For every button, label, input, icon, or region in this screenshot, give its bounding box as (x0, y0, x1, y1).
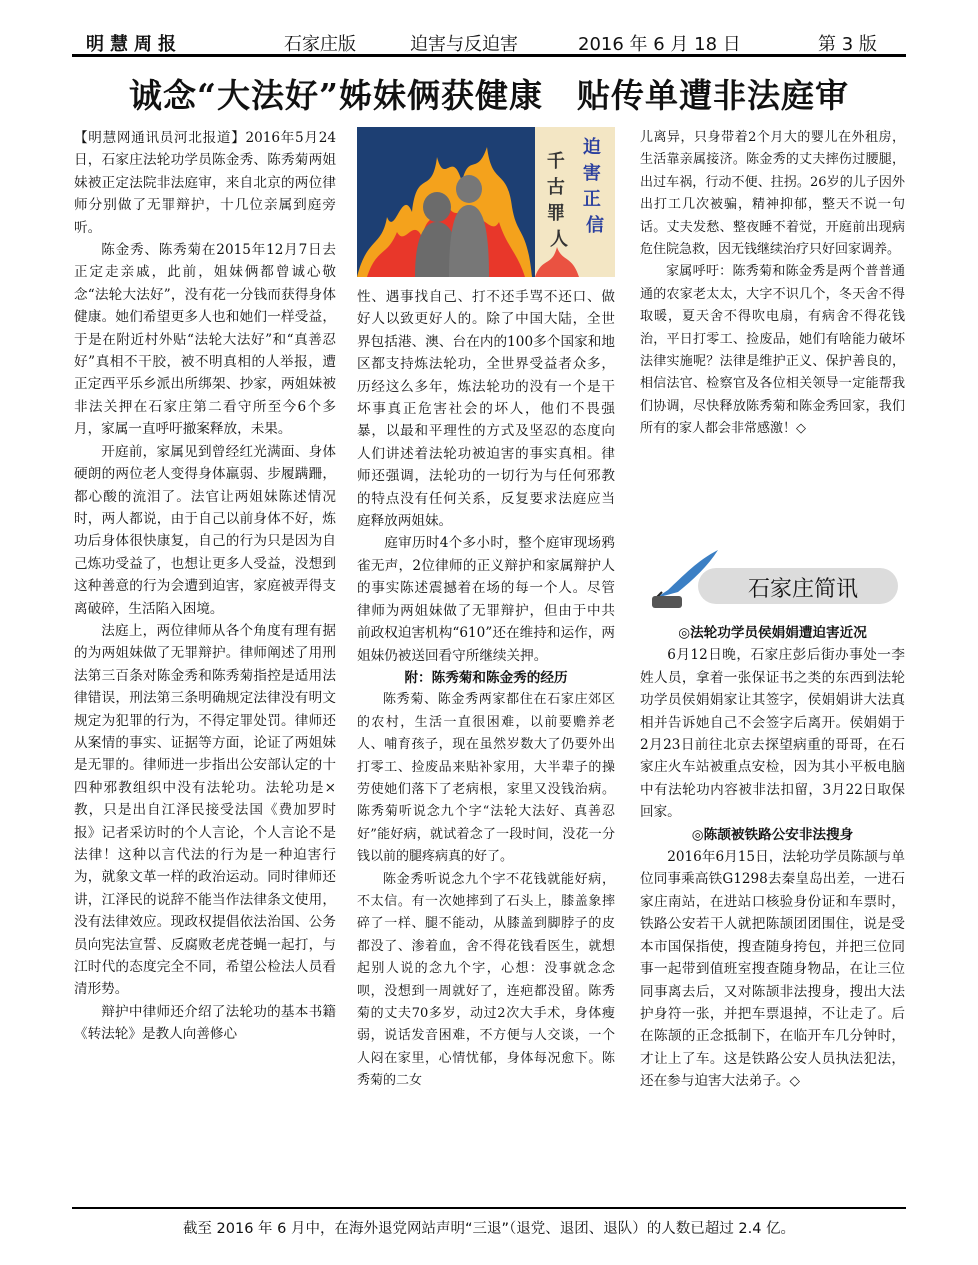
appendix-paragraph: 家属呼吁：陈秀菊和陈金秀是两个普普通通的农家老太太，大字不识几个，冬天舍不得取暖，夏天舍不得吹电扇，有病舍不得花钱治，平日打零工、捡废品，她们有啥能力破坏法律实施呢？法律是维护正义、保护善良的，相信法官、检察官及各位相关领导一定能帮我们协调，尽快释放陈秀菊和陈金秀回家，我们所有的家人都会非常感激！◇ (640, 264, 905, 437)
brief-body: 2016年6月15日，法轮功学员陈颉与单位同事乘高铁G1298去秦皇岛出差，一进石家庄南站，在进站口核验身份证和车票时，铁路公安若干人就把陈颉团团围住，说是受本市国保指使，搜查随身挎包，并把三位同事一起带到值班室搜查随身物品，在让三位同事离去后，又对陈颉非法搜身，搜出大法护身符一张，并把车票退掉，不让走了。后在陈颉的正念抵制下，在临开车几分钟时，才让上了车。这是铁路公安人员执法犯法，还在参与迫害大法弟子。◇ (640, 849, 905, 1090)
caption-char: 迫 (582, 137, 601, 158)
article-column-2 (357, 286, 615, 1093)
caption-char: 害 (582, 163, 601, 184)
article-paragraph: 性、遇事找自己、打不还手骂不还口、做好人以致更好人的。除了中国大陆，全世界包括港、澳、台在内的100多个国家和地区都支持炼法轮功，全世界受益者众多，历经这么多年，炼法轮功的没有一个是干坏事真正危害社会的坏人，他们不畏强暴，以最和平理性的方式及坚忍的态度向人们讲述着法轮功被迫害的事实真相。律师还强调，法轮功的一切行为与任何邪教的特点没有任何关系，反复要求法庭应当庭释放两姐妹。 (357, 289, 615, 530)
article-paragraph: 陈金秀、陈秀菊在2015年12月7日去正定走亲戚，此前，姐妹俩都曾诚心敬念“法轮大法好”，没有花一分钱而获得身体健康。她们希望更多人也和她们一样受益，于是在附近村外贴“法轮大法好”和“真善忍好”真相不干胶，被不明真相的人举报，遭正定西平乐乡派出所绑架、抄家，两姐妹被非法关押在石家庄第二看守所至今6个多月，家属一直呼吁撤案释放，未果。 (74, 242, 336, 438)
briefs-banner-title: 石家庄简讯 (747, 577, 858, 602)
footer-notice: 截至 2016 年 6 月中，在海外退党网站声明“三退”（退党、退团、退队）的人数已超过 2.4 亿。 (182, 1221, 796, 1237)
appendix-paragraph: 陈秀菊、陈金秀两家都住在石家庄郊区的农村，生活一直很困难，以前要赡养老人、哺育孩子，现在虽然岁数大了仍要外出打零工、捡废品来贴补家用，大半辈子的操劳使她们落下了老病根，家里又没钱治病。陈秀菊听说念九个字“法轮大法好、真善忍好”能好病，就试着念了一段时间，没花一分钱以前的腿疼病真的好了。 (357, 692, 615, 865)
article-paragraph: 辩护中律师还介绍了法轮功的基本书籍《转法轮》是教人向善修心 (74, 1003, 336, 1043)
caption-char: 古 (546, 177, 565, 198)
page-header (72, 28, 906, 57)
caption-char: 罪 (546, 203, 565, 224)
brief-title: ◎陈颉被铁路公安非法搜身 (691, 826, 854, 843)
article-paragraph: 【明慧网通讯员河北报道】2016年5月24日，石家庄法轮功学员陈金秀、陈秀菊两姐妹被正定法院非法庭审，来自北京的两位律师分别做了无罪辩护，十几位亲属到庭旁听。 (74, 130, 336, 236)
article-paragraph: 庭审历时4个多小时，整个庭审现场鸦雀无声，2位律师的正义辩护和家属辩护人的事实陈述震撼着在场的每一个人。尽管律师为两姐妹做了无罪辩护，但由于中共前政权迫害机构“610”还在维持和运作，两姐妹仍被送回看守所继续关押。 (357, 535, 615, 664)
appendix-title: 附：陈秀菊和陈金秀的经历 (404, 669, 568, 686)
footer-divider (72, 1207, 906, 1209)
appendix-paragraph: 陈金秀听说念九个字不花钱就能好病，不太信。有一次她摔到了石头上，膝盖象摔碎了一样、腿不能动，从膝盖到脚脖子的皮都没了、渗着血，舍不得花钱看医生，就想起别人说的念九个字，心想：没事就念念呗，没想到一周就好了，连疤都没留。陈秀菊的丈夫70多岁，动过2次大手术，身体瘦弱，说话发音困难，不方便与人交谈，一个人闷在家里，心情忧郁，身体每况愈下。陈秀菊的二女 (357, 871, 615, 1089)
caption-char: 千 (546, 151, 565, 172)
article-paragraph: 开庭前，家属见到曾经红光满面、身体硬朗的两位老人变得身体羸弱、步履蹒跚，都心酸的流泪了。法官让两姐妹陈述情况时，两人都说，由于自己以前身体不好，炼功后身体很快康复，自己的行为只是因为自己炼功受益了，也想让更多人受益，没想到这种善意的行为会遭到迫害，家庭被弄得支离破碎，生活陷入困境。 (74, 443, 336, 617)
page-number: 第 3 版 (818, 34, 877, 55)
briefs-column (640, 622, 905, 1093)
appendix-paragraph: 儿离异，只身带着2个月大的婴儿在外租房，生活靠亲属接济。陈金秀的丈夫摔伤过腰腿，出过车祸，行动不便、拄拐。26岁的儿子因外出打工几次被骗，精神抑郁，整天不说一句话。丈夫发愁、整夜睡不着觉，开庭前出现病危住院急救，因无钱继续治疗只好回家调养。 (640, 130, 905, 258)
briefs-banner (648, 546, 904, 614)
caption-char: 人 (550, 229, 568, 250)
caption-char: 信 (586, 215, 604, 236)
article-column-1 (74, 127, 336, 1046)
burning-figures-illustration (357, 127, 615, 277)
article-column-3 (640, 127, 905, 441)
brief-body: 6月12日晚，石家庄彭后街办事处一李姓人员，拿着一张保证书之类的东西到法轮功学员侯娟娟家让其签字，侯娟娟讲大法真相并告诉她自己不会签字后离开。侯娟娟于2月23日前往北京去探望病重的哥哥，在石家庄火车站被重点安检，因为其小平板电脑中有法轮功内容被非法扣留，3月22日取保回家。 (640, 647, 905, 821)
article-paragraph: 法庭上，两位律师从各个角度有理有据的为两姐妹做了无罪辩护。律师阐述了用刑法第三百条对陈金秀和陈秀菊指控是适用法律错误，刑法第三条明确规定法律没有明文规定为犯罪的行为，不得定罪处罚。律师还从案情的事实、证据等方面，论证了两姐妹是无罪的。律师进一步指出公安部认定的十四种邪教组织中没有法轮功。法轮功是×教，只是出自江泽民接受法国《费加罗时报》记者采访时的个人言论，个人言论不是法律！这种以言代法的行为是一种迫害行为，就象文革一样的政治运动。同时律师还讲，江泽民的说辞不能当作法律条文使用，没有法律效应。现政权提倡依法治国、公务员向宪法宣誓、反腐败老虎苍蝇一起打，与江时代的态度完全不同，希望公检法人员看清形势。 (74, 622, 336, 998)
masthead: 明慧周报 (86, 34, 182, 55)
brief-title: ◎法轮功学员侯娟娟遭迫害近况 (678, 625, 867, 641)
headline: 诚念“大法好”姊妹俩获健康 贴传单遭非法庭审 (129, 76, 849, 115)
section-name: 迫害与反迫害 (410, 34, 518, 55)
caption-char: 正 (582, 189, 601, 210)
issue-date: 2016 年 6 月 18 日 (578, 34, 741, 55)
edition: 石家庄版 (284, 34, 356, 55)
